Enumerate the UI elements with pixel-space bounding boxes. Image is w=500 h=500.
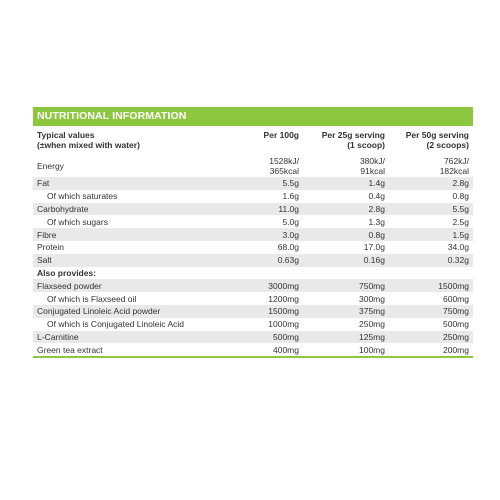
energy-per-25g [303, 154, 389, 177]
row-per-100g: 1000mg [268, 319, 299, 330]
row-per-25g: 750mg [359, 280, 385, 291]
row-label: Flaxseed powder [37, 280, 102, 291]
nutrition-title: NUTRITIONAL INFORMATION [33, 107, 473, 126]
row-label: Conjugated Linoleic Acid powder [37, 306, 161, 317]
row-per-50g: 1500mg [438, 280, 469, 291]
row-label: Fat [37, 178, 50, 189]
row-per-25g: 125mg [359, 331, 385, 342]
row-per-50g: 1.5g [452, 229, 469, 240]
row-per-100g: 400mg [273, 344, 299, 355]
row-label: Carbohydrate [37, 203, 89, 214]
header-per-25g [303, 126, 389, 154]
row-per-50g: 34.0g [447, 242, 469, 253]
row-label: L-Carnitine [37, 331, 79, 342]
energy-per-100g-kj: 1528kJ/ [269, 155, 299, 166]
energy-per-25g-kcal: 91kcal [360, 165, 385, 176]
table-row [33, 215, 473, 228]
table-row [33, 177, 473, 190]
row-per-100g: 1500mg [268, 306, 299, 317]
nutrition-table [33, 126, 473, 356]
row-label: Of which saturates [47, 191, 118, 202]
row-label: Fibre [37, 229, 57, 240]
row-label: Protein [37, 242, 64, 253]
energy-per-100g [215, 154, 303, 177]
table-row-also-provides [33, 267, 473, 280]
row-per-100g: 11.0g [278, 203, 299, 214]
row-per-25g: 0.8g [368, 229, 385, 240]
header-typical-values-line1: Typical values [37, 130, 95, 140]
row-per-100g: 5.0g [282, 216, 299, 227]
table-row [33, 241, 473, 254]
row-per-100g: 500mg [273, 331, 299, 342]
header-per-50g [389, 126, 473, 154]
row-per-25g: 100mg [359, 344, 385, 355]
energy-per-25g-kj: 380kJ/ [359, 155, 385, 166]
row-per-25g: 300mg [359, 293, 385, 304]
table-header-row [33, 126, 473, 154]
row-per-50g: 2.8g [452, 178, 469, 189]
row-per-25g: 17.0g [363, 242, 385, 253]
nutrition-panel [33, 107, 473, 358]
row-label: Of which is Flaxseed oil [47, 293, 137, 304]
row-per-100g: 3.0g [282, 229, 299, 240]
table-row [33, 318, 473, 331]
table-row [33, 190, 473, 203]
row-per-50g: 250mg [443, 331, 469, 342]
row-per-25g: 250mg [359, 319, 385, 330]
header-typical-values-line2: (±when mixed with water) [37, 140, 140, 150]
table-row [33, 228, 473, 241]
row-per-50g: 600mg [443, 293, 469, 304]
also-provides-heading: Also provides: [37, 267, 97, 278]
row-label: Salt [37, 255, 52, 266]
row-label: Energy [37, 160, 64, 171]
row-label: Of which sugars [47, 216, 108, 227]
table-row [33, 203, 473, 216]
row-per-100g: 1200mg [268, 293, 299, 304]
row-per-50g: 750mg [443, 306, 469, 317]
row-per-100g: 5.5g [282, 178, 299, 189]
row-per-25g: 2.8g [368, 203, 385, 214]
row-per-50g: 5.5g [452, 203, 469, 214]
table-row [33, 254, 473, 267]
table-row-energy [33, 154, 473, 177]
row-per-100g: 1.6g [282, 191, 299, 202]
energy-per-50g-kcal: 182kcal [439, 165, 469, 176]
table-row [33, 331, 473, 344]
row-per-25g: 1.4g [368, 178, 385, 189]
energy-per-50g-kj: 762kJ/ [443, 155, 469, 166]
header-per-100g [215, 126, 303, 154]
row-per-50g: 2.5g [452, 216, 469, 227]
row-per-100g: 68.0g [277, 242, 299, 253]
header-per-50g-line1: Per 50g serving [405, 130, 469, 140]
header-typical-values [33, 126, 215, 154]
row-per-50g: 200mg [443, 344, 469, 355]
row-per-25g: 0.4g [368, 191, 385, 202]
row-per-50g: 0.8g [452, 191, 469, 202]
row-per-25g: 1.3g [368, 216, 385, 227]
row-per-25g: 375mg [359, 306, 385, 317]
table-row [33, 279, 473, 292]
row-label: Of which is Conjugated Linoleic Acid [47, 319, 185, 330]
energy-per-100g-kcal: 365kcal [269, 165, 299, 176]
header-per-25g-line1: Per 25g serving [321, 130, 385, 140]
header-per-50g-line2: (2 scoops) [426, 140, 469, 150]
row-per-25g: 0.16g [363, 255, 385, 266]
row-per-50g: 500mg [443, 319, 469, 330]
table-row [33, 343, 473, 356]
row-per-50g: 0.32g [447, 255, 469, 266]
row-per-100g: 3000mg [268, 280, 299, 291]
energy-per-50g [389, 154, 473, 177]
table-row [33, 305, 473, 318]
header-per-25g-line2: (1 scoop) [347, 140, 385, 150]
table-row [33, 292, 473, 305]
header-per-100g-label: Per 100g [263, 130, 299, 140]
row-per-100g: 0.63g [277, 255, 299, 266]
row-label: Green tea extract [37, 344, 103, 355]
